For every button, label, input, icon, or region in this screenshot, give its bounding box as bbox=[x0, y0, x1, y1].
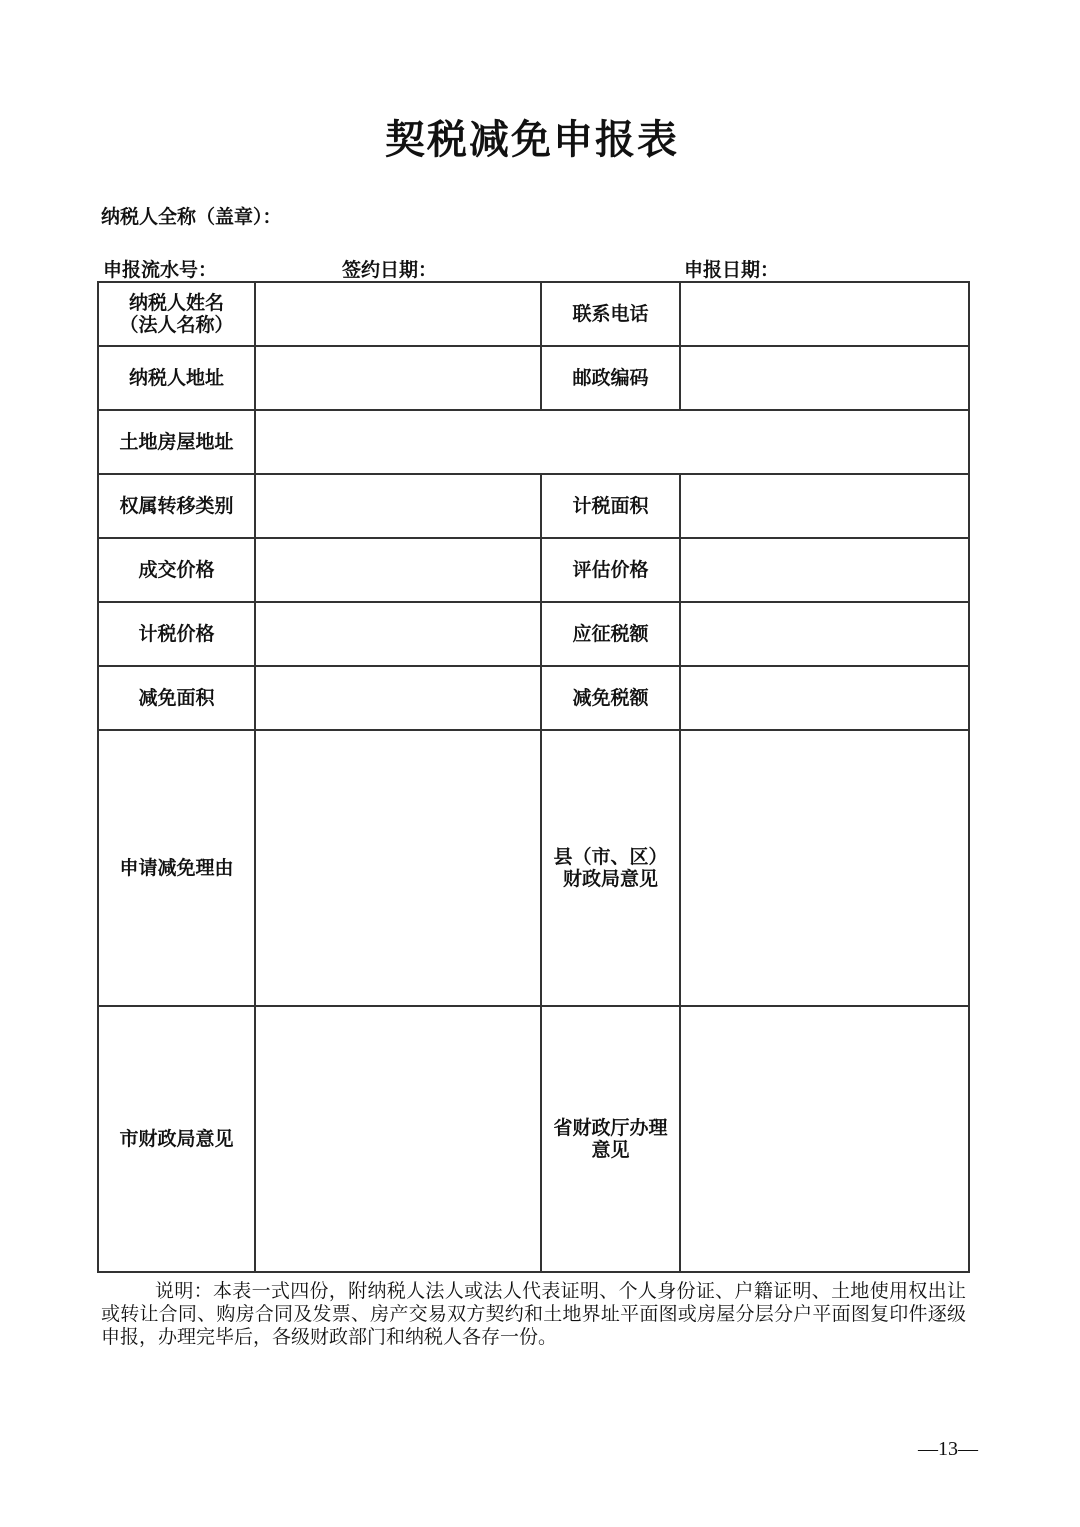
postal-code-label: 邮政编码 bbox=[541, 346, 680, 410]
province-opinion-label bbox=[541, 1006, 680, 1272]
transaction-price-field[interactable] bbox=[255, 538, 541, 602]
tax-payable-label: 应征税额 bbox=[541, 602, 680, 666]
county-opinion-label bbox=[541, 730, 680, 1006]
contact-phone-field[interactable] bbox=[680, 282, 969, 346]
property-address-label: 土地房屋地址 bbox=[98, 410, 255, 474]
form-title: 契税减免申报表 bbox=[385, 117, 679, 163]
province-opinion-line2: 意见 bbox=[591, 1139, 630, 1161]
city-opinion-field[interactable] bbox=[255, 1006, 541, 1272]
taxpayer-address-label: 纳税人地址 bbox=[98, 346, 255, 410]
contact-phone-label: 联系电话 bbox=[541, 282, 680, 346]
tax-payable-field[interactable] bbox=[680, 602, 969, 666]
transaction-price-label: 成交价格 bbox=[98, 538, 255, 602]
taxpayer-address-field[interactable] bbox=[255, 346, 541, 410]
transfer-type-label: 权属转移类别 bbox=[98, 474, 255, 538]
taxable-area-field[interactable] bbox=[680, 474, 969, 538]
province-opinion-line1: 省财政厅办理 bbox=[553, 1117, 668, 1139]
taxable-area-label: 计税面积 bbox=[541, 474, 680, 538]
relief-reason-label: 申请减免理由 bbox=[98, 730, 255, 1006]
relief-amount-field[interactable] bbox=[680, 666, 969, 730]
taxpayer-name-label bbox=[98, 282, 255, 346]
taxable-price-field[interactable] bbox=[255, 602, 541, 666]
county-opinion-line2: 财政局意见 bbox=[562, 868, 658, 890]
city-opinion-label: 市财政局意见 bbox=[98, 1006, 255, 1272]
taxpayer-name-line1: 纳税人姓名 bbox=[128, 292, 224, 314]
taxpayer-full-name-label: 纳税人全称（盖章）： bbox=[101, 206, 282, 228]
postal-code-field[interactable] bbox=[680, 346, 969, 410]
relief-reason-field[interactable] bbox=[255, 730, 541, 1006]
county-opinion-line1: 县（市、区） bbox=[553, 846, 668, 868]
form-note: 说明：本表一式四份，附纳税人法人或法人代表证明、个人身份证、户籍证明、土地使用权出让或转让合同、购房合同及发票、房产交易双方契约和土地界址平面图或房屋分层分户平面图复印件逐级申报，办理完毕后，各级财政部门和纳税人各存一份。 bbox=[101, 1280, 966, 1348]
serial-number-label: 申报流水号： bbox=[103, 259, 218, 281]
property-address-field[interactable] bbox=[255, 410, 969, 474]
declare-date-label: 申报日期： bbox=[684, 259, 780, 281]
relief-declaration-table bbox=[97, 281, 970, 1273]
taxable-price-label: 计税价格 bbox=[98, 602, 255, 666]
taxpayer-name-field[interactable] bbox=[255, 282, 541, 346]
relief-area-field[interactable] bbox=[255, 666, 541, 730]
assessed-price-field[interactable] bbox=[680, 538, 969, 602]
county-opinion-field[interactable] bbox=[680, 730, 969, 1006]
assessed-price-label: 评估价格 bbox=[541, 538, 680, 602]
contract-date-label: 签约日期： bbox=[342, 259, 438, 281]
relief-amount-label: 减免税额 bbox=[541, 666, 680, 730]
province-opinion-field[interactable] bbox=[680, 1006, 969, 1272]
taxpayer-name-line2: （法人名称） bbox=[119, 314, 234, 336]
page-number: —13— bbox=[918, 1438, 978, 1460]
relief-area-label: 减免面积 bbox=[98, 666, 255, 730]
transfer-type-field[interactable] bbox=[255, 474, 541, 538]
